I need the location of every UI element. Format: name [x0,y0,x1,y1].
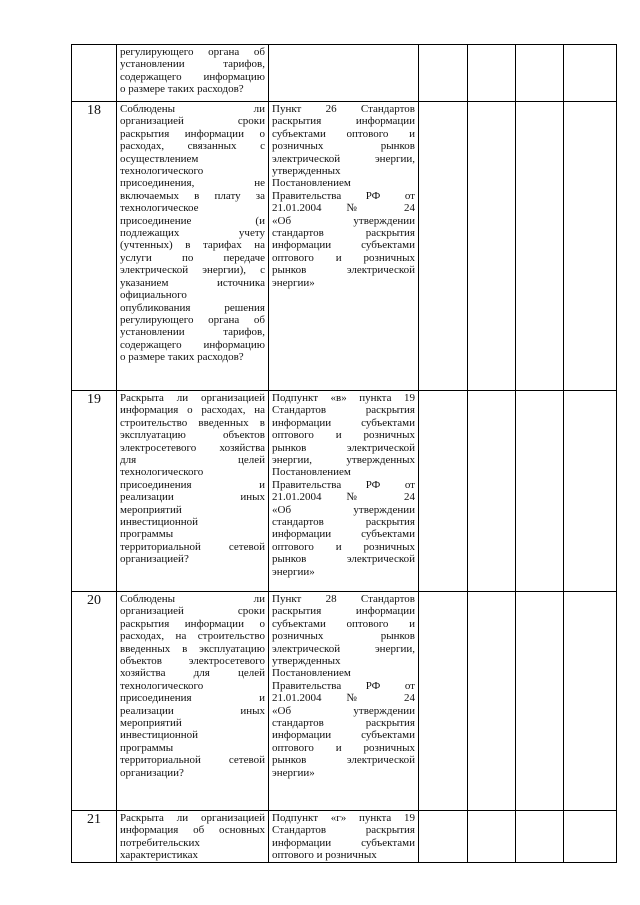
answer-cell[interactable] [419,811,468,863]
legal-reference-cell [269,811,419,863]
legal-reference-cell-line: информации субъектами [272,239,415,252]
legal-reference-cell-line: Стандартов раскрытия [272,824,415,837]
legal-reference-cell-line: энергии» [272,276,315,289]
question-cell-line: Соблюдены ли [120,103,265,115]
question-cell-line: осуществлением [120,152,199,165]
legal-reference-cell-line: раскрытия информации [272,115,415,128]
question-cell-line: мероприятий [120,503,182,516]
question-cell-line: технологического [120,679,204,692]
answer-cell[interactable] [468,592,516,811]
answer-cell[interactable] [564,102,617,391]
question-cell-line: регулирующего органа об [120,46,265,58]
checklist-body [72,45,617,863]
legal-reference-cell-line: 21.01.2004 № 24 [272,692,415,705]
table-row [72,45,617,102]
question-cell-line: инвестиционной [120,729,199,742]
question-cell-line: раскрытия информации о [120,127,265,140]
question-cell [117,592,269,811]
answer-cell[interactable] [564,811,617,863]
question-cell-line: мероприятий [120,717,182,730]
table-row [72,102,617,391]
legal-reference-cell-line: электрической энергии, [272,642,415,655]
legal-reference-cell-line: субъектами оптового и [272,617,415,630]
question-cell-line: программы [120,528,174,541]
question-cell [117,811,269,863]
legal-reference-cell-line: оптового и розничных [272,741,415,754]
question-cell-line: о размере таких расходов? [120,83,244,96]
question-cell-line: информация о расходах, на [120,404,265,417]
legal-reference-cell-line: Постановлением [272,466,351,479]
question-cell-line: присоединение (и [120,214,265,227]
answer-cell[interactable] [516,45,564,102]
legal-reference-cell-line: Пункт 26 Стандартов [272,103,415,115]
legal-reference-cell-line: Постановлением [272,667,351,680]
legal-reference-cell-line: оптового и розничных [272,540,415,553]
question-cell-line: технологического [120,466,204,479]
legal-reference-cell-line: оптового и розничных [272,849,377,862]
question-cell-line: характеристиках [120,849,199,862]
legal-reference-cell-line: Правительства РФ от [272,478,415,491]
answer-cell[interactable] [419,391,468,592]
legal-reference-cell-line: 21.01.2004 № 24 [272,491,415,504]
question-cell-line: указанием источника [120,276,265,289]
answer-cell[interactable] [419,45,468,102]
question-cell-line: раскрытия информации о [120,617,265,630]
question-cell-line: электрической энергии), с [120,264,265,277]
legal-reference-cell-line: оптового и розничных [272,429,415,442]
question-cell [117,391,269,592]
question-cell-line: официального [120,289,187,302]
question-cell-line: содержащего информацию [120,338,265,351]
table-row [72,811,617,863]
legal-reference-cell-line: розничных рынков [272,140,415,153]
legal-reference-cell-line: Постановлением [272,177,351,190]
answer-cell[interactable] [516,391,564,592]
question-cell-line: потребительских [120,836,200,849]
legal-reference-cell-line: информации субъектами [272,836,415,849]
question-cell-line: регулирующего органа об [120,313,265,326]
question-cell-line: технологического [120,165,204,178]
answer-cell[interactable] [468,391,516,592]
question-cell-line: расходах, связанных с [120,140,265,153]
question-cell-line: Раскрыта ли организацией [120,812,265,824]
legal-reference-cell-line: рынков электрической [272,553,415,566]
question-cell-line: содержащего информацию [120,70,265,83]
legal-reference-cell-line: Подпункт «г» пункта 19 [272,812,415,824]
question-cell-line: электросетевого хозяйства [120,441,265,454]
legal-reference-cell-line: рынков электрической [272,264,415,277]
legal-reference-cell-line: субъектами оптового и [272,127,415,140]
legal-reference-cell-line: оптового и розничных [272,251,415,264]
legal-reference-cell-line: «Об утверждении [272,503,415,516]
legal-reference-cell-line: стандартов раскрытия [272,516,415,529]
question-cell-line: присоединения и [120,692,265,705]
row-number: 19 [72,391,117,592]
legal-reference-cell-line: информации субъектами [272,729,415,742]
legal-reference-cell-line: 21.01.2004 № 24 [272,202,415,215]
legal-reference-cell-line: «Об утверждении [272,214,415,227]
question-cell-line: хозяйства для целей [120,667,265,680]
legal-reference-cell-line: Стандартов раскрытия [272,404,415,417]
question-cell-line: присоединения, не [120,177,265,190]
legal-reference-cell-line: рынков электрической [272,754,415,767]
answer-cell[interactable] [468,102,516,391]
question-cell-line: строительство введенных в [120,416,265,429]
legal-reference-cell [269,45,419,102]
question-cell [117,45,269,102]
row-number: 21 [72,811,117,863]
legal-reference-cell-line: информации субъектами [272,416,415,429]
question-cell-line: эксплуатацию объектов [120,429,265,442]
legal-reference-cell-line: Подпункт «в» пункта 19 [272,392,415,404]
question-cell-line: организации? [120,766,184,779]
question-cell-line: территориальной сетевой [120,540,265,553]
answer-cell[interactable] [564,391,617,592]
question-cell-line: реализации иных [120,704,265,717]
legal-reference-cell-line: утвержденных [272,165,341,178]
legal-reference-cell [269,102,419,391]
question-cell-line: территориальной сетевой [120,754,265,767]
legal-reference-cell-line: энергии» [272,565,315,578]
question-cell-line: включаемых в плату за [120,189,265,202]
legal-reference-cell-line: рынков электрической [272,441,415,454]
question-cell-line: введенных в эксплуатацию [120,642,265,655]
question-cell-line: установлении тарифов, [120,58,265,71]
legal-reference-cell-line: энергии, утвержденных [272,454,415,467]
answer-cell[interactable] [419,102,468,391]
legal-reference-cell-line: Правительства РФ от [272,679,415,692]
legal-reference-cell-line: стандартов раскрытия [272,227,415,240]
question-cell-line: организацией сроки [120,115,265,128]
question-cell [117,102,269,391]
row-number: 20 [72,592,117,811]
question-cell-line: о размере таких расходов? [120,351,244,364]
legal-reference-cell-line: Правительства РФ от [272,189,415,202]
question-cell-line: инвестиционной [120,516,199,529]
legal-reference-cell-line: энергии» [272,766,315,779]
answer-cell[interactable] [516,592,564,811]
question-cell-line: для целей [120,454,265,467]
answer-cell[interactable] [516,102,564,391]
row-number: 18 [72,102,117,391]
question-cell-line: организацией сроки [120,605,265,618]
question-cell-line: программы [120,741,174,754]
table-row [72,592,617,811]
question-cell-line: подлежащих учету [120,227,265,240]
question-cell-line: (учтенных) в тарифах на [120,239,265,252]
question-cell-line: услуги по передаче [120,251,265,264]
legal-reference-cell [269,592,419,811]
legal-reference-cell-line: стандартов раскрытия [272,717,415,730]
row-number [72,45,117,102]
legal-reference-cell-line: Пункт 28 Стандартов [272,593,415,605]
answer-cell[interactable] [564,45,617,102]
legal-reference-cell-line: информации субъектами [272,528,415,541]
question-cell-line: технологическое [120,202,199,215]
answer-cell[interactable] [419,592,468,811]
answer-cell[interactable] [468,45,516,102]
question-cell-line: информация об основных [120,824,265,837]
legal-reference-cell-line: раскрытия информации [272,605,415,618]
question-cell-line: Соблюдены ли [120,593,265,605]
question-cell-line: реализации иных [120,491,265,504]
question-cell-line: организацией? [120,553,189,566]
question-cell-line: расходах, на строительство [120,630,265,643]
table-row [72,391,617,592]
question-cell-line: объектов электросетевого [120,655,265,668]
legal-reference-cell-line: розничных рынков [272,630,415,643]
answer-cell[interactable] [564,592,617,811]
question-cell-line: установлении тарифов, [120,326,265,339]
checklist-table [71,44,617,863]
legal-reference-cell-line: «Об утверждении [272,704,415,717]
answer-cell[interactable] [468,811,516,863]
legal-reference-cell-line: утвержденных [272,655,341,668]
question-cell-line: Раскрыта ли организацией [120,392,265,404]
legal-reference-cell [269,391,419,592]
question-cell-line: опубликования решения [120,301,265,314]
answer-cell[interactable] [516,811,564,863]
question-cell-line: присоединения и [120,478,265,491]
legal-reference-cell-line: электрической энергии, [272,152,415,165]
